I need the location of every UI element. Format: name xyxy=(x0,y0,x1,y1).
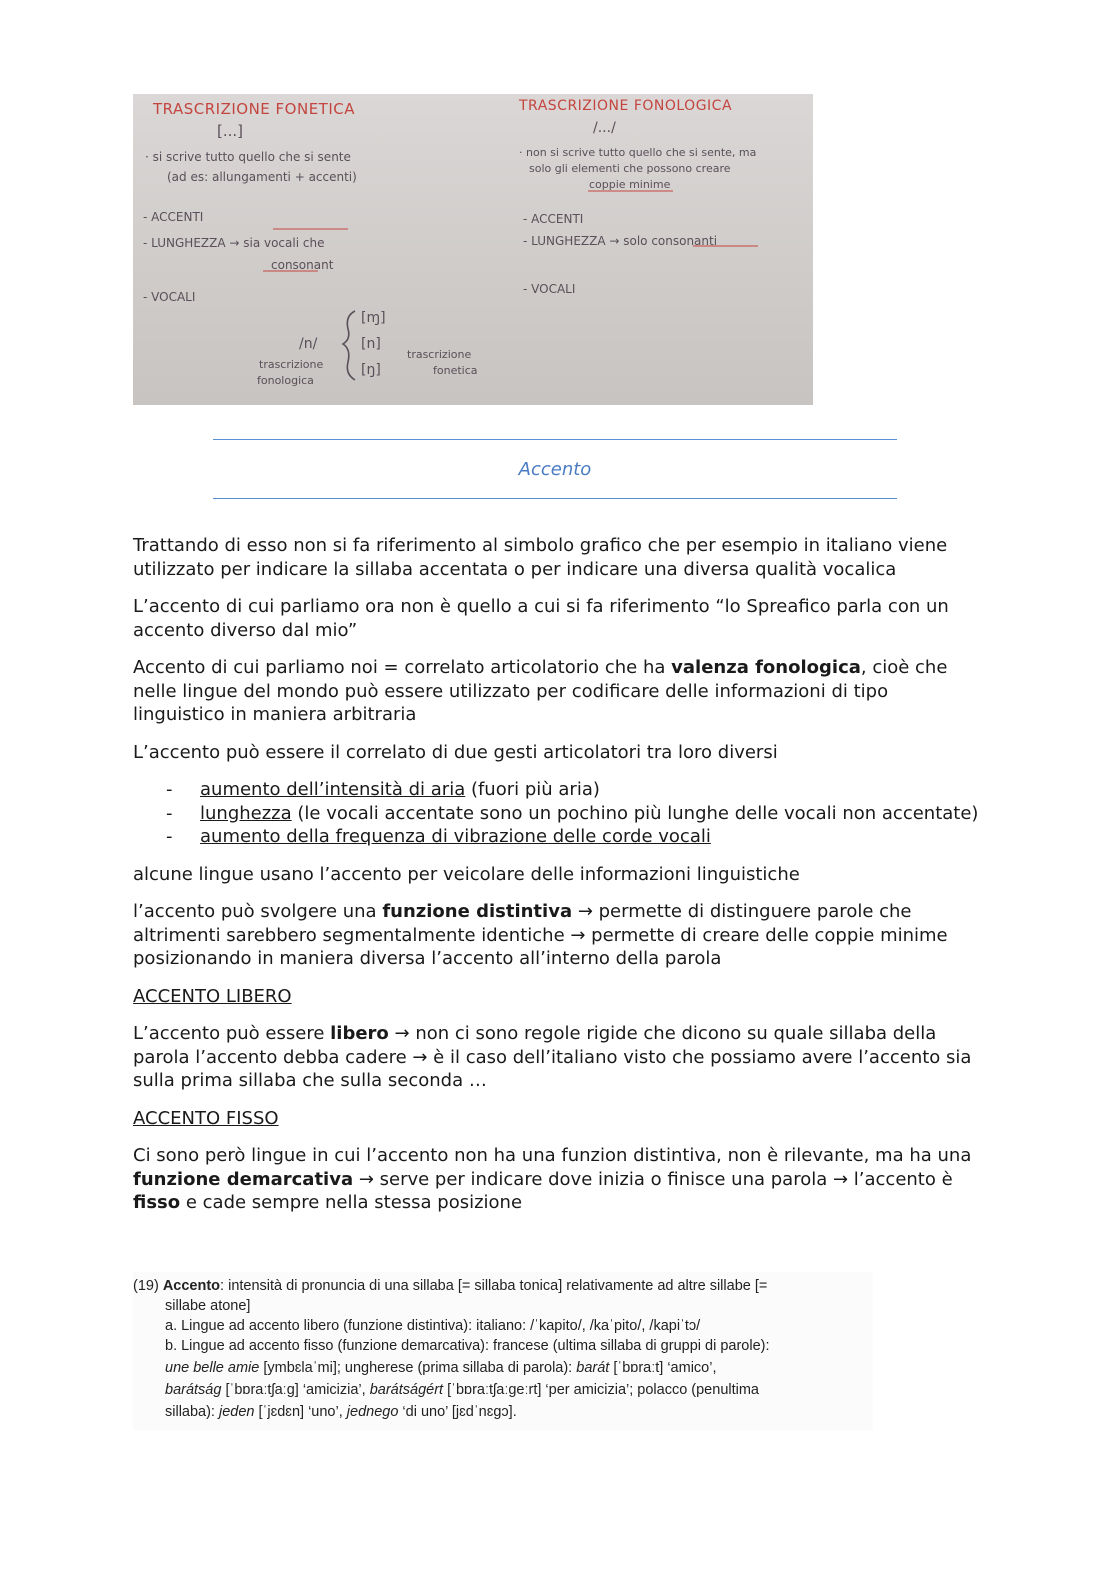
italic-term: barátságért xyxy=(369,1382,444,1398)
text-run: l’accento può svolgere una xyxy=(133,901,383,922)
left-lunghezza: - LUNGHEZZA → sia vocali che xyxy=(143,236,325,250)
italic-term: jednego xyxy=(346,1404,399,1420)
paragraph: alcune lingue usano l’accento per veicolare delle informazioni linguistiche xyxy=(133,863,800,885)
left-title: TRASCRIZIONE FONETICA xyxy=(153,100,356,118)
label-fonetica-1: trascrizione xyxy=(407,348,472,361)
text-run: L’accento può essere xyxy=(133,1023,331,1044)
underlined-term: aumento dell’intensità di aria xyxy=(200,779,466,800)
bold-term: funzione distintiva xyxy=(382,901,573,922)
label-fonologica-1: trascrizione xyxy=(259,358,324,371)
text-run: [ˈbɒraːtʃaːg] ‘amicizia’, xyxy=(221,1382,370,1398)
right-lunghezza: - LUNGHEZZA → solo consonanti xyxy=(523,234,718,248)
excerpt-line xyxy=(165,1402,517,1422)
right-accenti: - ACCENTI xyxy=(523,212,584,226)
list-item: - lunghezza (le vocali accentate sono un pochino più lunghe delle vocali non accentate) xyxy=(166,802,979,824)
left-consonanti: consonant xyxy=(271,258,334,272)
text-run: , cioè che nelle lingue del mondo può essere utilizzato per codificare delle informazioni di tipo linguistico in maniera arbitraria xyxy=(133,657,948,725)
bold-term: funzione demarcativa xyxy=(133,1168,354,1190)
body-text xyxy=(133,534,983,1229)
allophone-2: [n] xyxy=(361,336,381,352)
text-run: ‘di uno’ [jɛdˈnɛgɔ]. xyxy=(398,1404,517,1420)
text-run: → non ci sono regole rigide che dicono su quale sillaba della parola l’accento debba cadere → è il caso dell’italiano visto che possiamo avere l’accento sia sulla prima sillaba che sulla seconda … xyxy=(133,1023,972,1091)
text-run: Accento di cui parliamo noi = correlato articolatorio che ha xyxy=(133,657,672,678)
heading-rule-bottom xyxy=(213,498,897,499)
text-run: sillaba): xyxy=(165,1404,219,1420)
label-fonologica-2: fonologica xyxy=(257,374,314,387)
text-run: [ˈbɒraːt] ‘amico’, xyxy=(609,1360,717,1376)
excerpt-line: b. Lingue ad accento fisso (funzione demarcativa): francese (ultima sillaba di gruppi di parole): xyxy=(165,1338,770,1354)
bold-term: Accento xyxy=(162,1278,221,1294)
paragraph: L’accento può essere il correlato di due gesti articolatori tra loro diversi xyxy=(133,741,778,763)
paragraph: Trattando di esso non si fa riferimento al simbolo grafico che per esempio in italiano viene utilizzato per indicare la sillaba accentata o per indicare una diversa qualità vocalica xyxy=(133,535,948,580)
left-note-1: · si scrive tutto quello che si sente xyxy=(145,150,351,164)
excerpt-line: sillabe atone] xyxy=(165,1298,251,1314)
text-run: (le vocali accentate sono un pochino più lunghe delle vocali non accentate) xyxy=(291,802,979,824)
paragraph xyxy=(133,656,983,727)
left-accenti: - ACCENTI xyxy=(143,210,204,224)
paragraph: L’accento di cui parliamo ora non è quello a cui si fa riferimento “lo Spreafico parla con un accento diverso dal mio” xyxy=(133,596,949,641)
right-note-1: · non si scrive tutto quello che si sente, ma xyxy=(519,146,757,159)
bold-term: valenza fonologica xyxy=(671,657,861,678)
text-run: [ˈbɒraːtʃaːgeːrt] ‘per amicizia’; polacco (penultima xyxy=(443,1382,759,1398)
bold-term: fisso xyxy=(133,1192,181,1213)
underlined-term: lunghezza xyxy=(200,802,292,824)
italic-term: une belle amie xyxy=(165,1360,260,1376)
paragraph xyxy=(133,900,983,971)
excerpt-line: a. Lingue ad accento libero (funzione distintiva): italiano: /ˈkapito/, /kaˈpito/, /kapiˈtɔ/ xyxy=(165,1318,701,1334)
allophone-3: [ŋ] xyxy=(361,362,381,378)
underlined-term: aumento della frequenza di vibrazione delle corde vocali xyxy=(200,826,711,847)
text-run: : intensità di pronuncia di una sillaba [= sillaba tonica] relativamente ad altre sillabe [= xyxy=(220,1278,768,1294)
text-run: [ˈjɛdɛn] ‘uno’, xyxy=(254,1404,347,1420)
left-vocali: - VOCALI xyxy=(143,290,196,304)
text-run: (19) xyxy=(133,1278,163,1294)
right-title: TRASCRIZIONE FONOLOGICA xyxy=(519,98,733,114)
heading-rule-top xyxy=(213,439,897,440)
phoneme: /n/ xyxy=(299,336,318,352)
text-run: e cade sempre nella stessa posizione xyxy=(180,1192,523,1213)
italic-term: barát xyxy=(576,1360,610,1376)
list-item: - aumento della frequenza di vibrazione delle corde vocali xyxy=(166,826,711,847)
right-note-2: solo gli elementi che possono creare xyxy=(529,162,731,175)
italic-term: jeden xyxy=(219,1404,255,1420)
left-bracket: [...] xyxy=(217,122,244,140)
text-run: → serve per indicare dove inizia o finisce una parola → l’accento è xyxy=(353,1168,953,1190)
gesture-list xyxy=(133,778,983,849)
handwritten-notes-photo xyxy=(133,94,813,405)
text-run: Ci sono però lingue in cui l’accento non ha una funzion distintiva, non è rilevante, ma ha una xyxy=(133,1145,972,1166)
excerpt-line xyxy=(165,1358,716,1378)
right-vocali: - VOCALI xyxy=(523,282,576,296)
paragraph xyxy=(133,1144,983,1215)
textbook-excerpt xyxy=(133,1272,873,1430)
label-fonetica-2: fonetica xyxy=(433,364,478,377)
text-run: (fuori più aria) xyxy=(465,779,600,800)
excerpt-line xyxy=(133,1276,767,1296)
bold-term: libero xyxy=(330,1023,389,1044)
right-bracket: /.../ xyxy=(593,120,616,136)
subheading-fisso: ACCENTO FISSO xyxy=(133,1107,279,1129)
text-run: [ymbɛlaˈmi]; ungherese (prima sillaba di parola): xyxy=(259,1360,577,1376)
subheading-libero: ACCENTO LIBERO xyxy=(133,985,292,1007)
excerpt-line xyxy=(165,1380,759,1400)
section-heading: Accento xyxy=(518,459,592,480)
allophone-1: [ɱ] xyxy=(361,310,386,326)
italic-term: barátság xyxy=(165,1382,222,1398)
left-note-2: (ad es: allungamenti + accenti) xyxy=(167,170,357,184)
list-item: - aumento dell’intensità di aria (fuori più aria) xyxy=(166,779,600,800)
text-run: → permette di distinguere parole che altrimenti sarebbero segmentalmente identiche → permette di creare delle coppie minime posizionando in maniera diversa l’accento all’interno della parola xyxy=(133,901,948,969)
paragraph xyxy=(133,1022,983,1093)
right-note-3: coppie minime xyxy=(589,178,671,191)
